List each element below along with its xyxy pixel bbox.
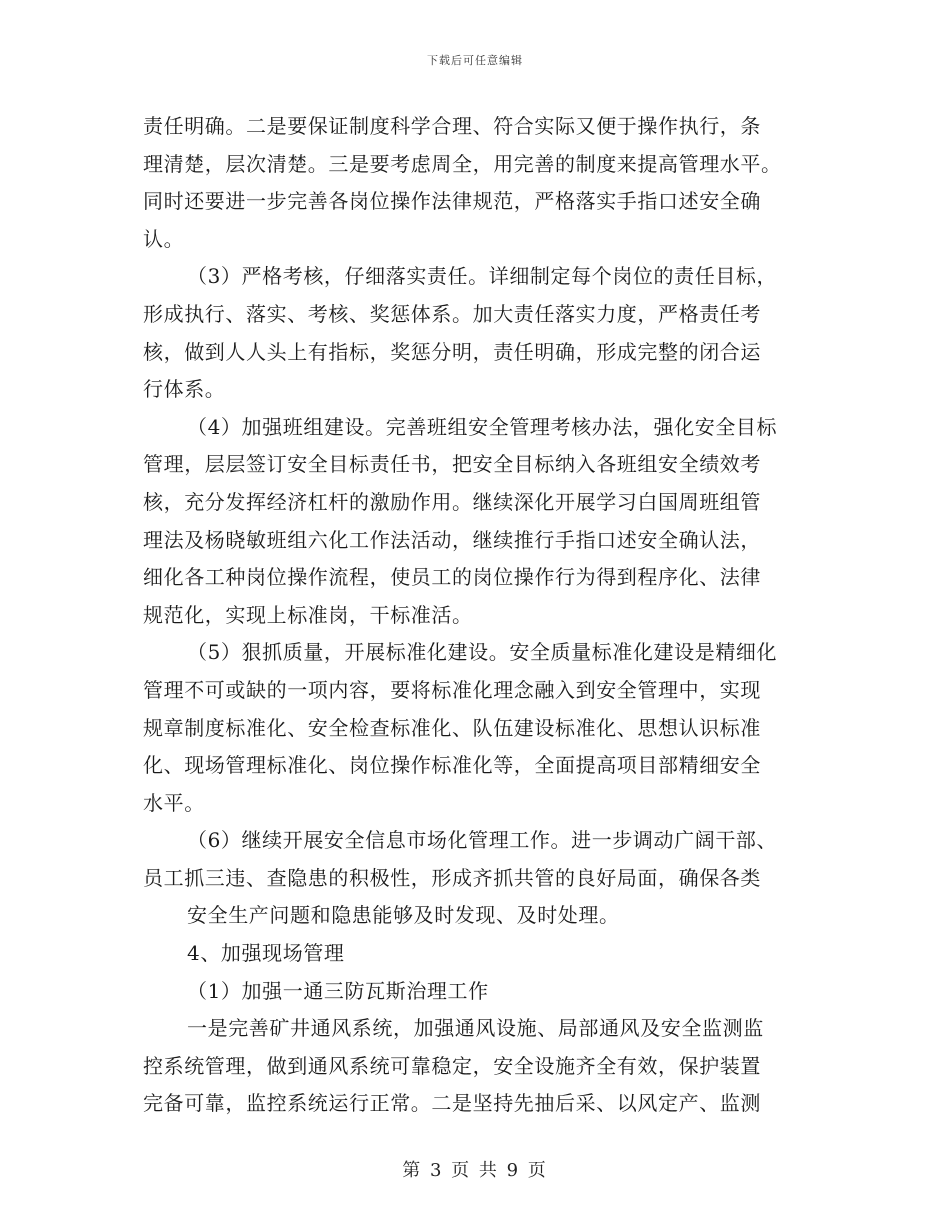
page-header: 下载后可任意编辑 [427, 54, 523, 67]
text-line: 责任明确。二是要保证制度科学合理、符合实际又便于操作执行，条 [143, 114, 761, 138]
text-line: 安全生产问题和隐患能够及时发现、及时处理。 [187, 903, 620, 928]
text-line: 员工抓三违、查隐患的积极性，形成齐抓共管的良好局面，确保各类 [143, 865, 761, 890]
text-line: 形成执行、落实、考核、奖惩体系。加大责任落实力度，严格责任考 [143, 301, 761, 326]
text-line: 核，充分发挥经济杠杆的激励作用。继续深化开展学习白国周班组管 [143, 489, 761, 514]
document-body [143, 108, 813, 1123]
section-heading: 4、加强现场管理 [187, 941, 345, 966]
text-line: 规范化，实现上标准岗，干标准活。 [143, 602, 473, 627]
text-line: 完备可靠，监控系统运行正常。二是坚持先抽后采、以风定产、监测 [143, 1091, 761, 1116]
text-line: 化、现场管理标准化、岗位操作标准化等，全面提高项目部精细安全 [143, 753, 761, 778]
subsection-heading: （1）加强一通三防瓦斯治理工作 [187, 978, 489, 1003]
text-line: 理清楚，层次清楚。三是要考虑周全，用完善的制度来提高管理水平。 [143, 151, 782, 176]
text-line: 行体系。 [143, 377, 226, 402]
text-line: 核，做到人人头上有指标，奖惩分明，责任明确，形成完整的闭合运 [143, 339, 761, 364]
text-line: 同时还要进一步完善各岗位操作法律规范，严格落实手指口述安全确 [143, 189, 761, 214]
text-line: 理法及杨晓敏班组六化工作法活动，继续推行手指口述安全确认法， [143, 527, 761, 552]
text-line: 细化各工种岗位操作流程，使员工的岗位操作行为得到程序化、法律 [143, 565, 761, 590]
text-line: 认。 [143, 226, 185, 251]
text-line: （3）严格考核，仔细落实责任。详细制定每个岗位的责任目标， [187, 264, 778, 289]
text-line: 控系统管理，做到通风系统可靠稳定，安全设施齐全有效，保护装置 [143, 1053, 761, 1078]
text-line: （5）狠抓质量，开展标准化建设。安全质量标准化建设是精细化 [187, 640, 778, 665]
text-line: （6）继续开展安全信息市场化管理工作。进一步调动广阔干部、 [187, 828, 778, 853]
text-line: （4）加强班组建设。完善班组安全管理考核办法，强化安全目标 [187, 414, 778, 439]
page-footer: 第 3 页 共 9 页 [402, 1160, 548, 1181]
text-line: 一是完善矿井通风系统，加强通风设施、局部通风及安全监测监 [187, 1016, 764, 1041]
text-line: 管理不可或缺的一项内容，要将标准化理念融入到安全管理中，实现 [143, 677, 761, 702]
text-line: 规章制度标准化、安全检查标准化、队伍建设标准化、思想认识标准 [143, 715, 761, 740]
text-line: 水平。 [143, 790, 205, 815]
text-line: 管理，层层签订安全目标责任书，把安全目标纳入各班组安全绩效考 [143, 452, 761, 477]
